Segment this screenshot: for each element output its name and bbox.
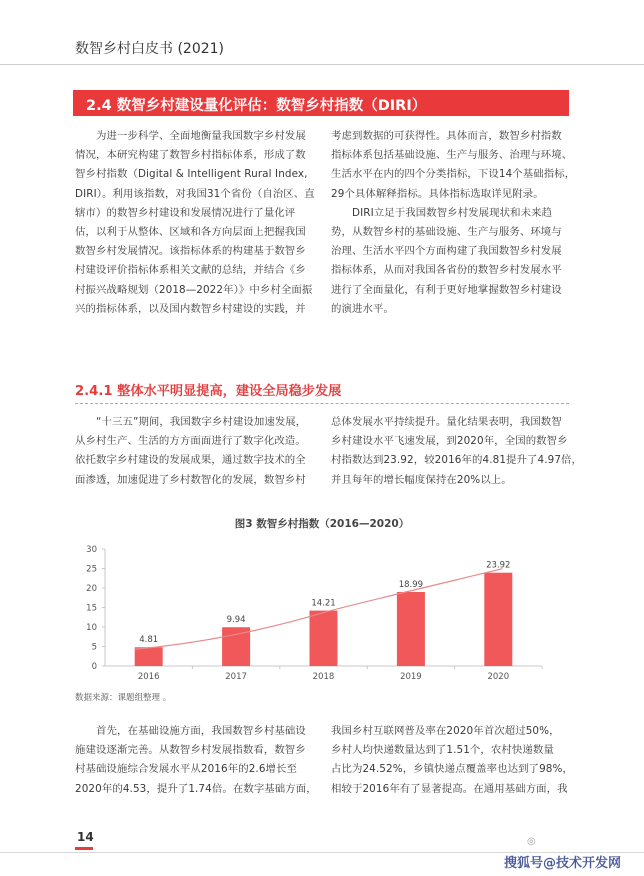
text-line: 首先，在基础设施方面，我国数智乡村基础设: [96, 725, 306, 737]
bar-value-label: 4.81: [139, 635, 159, 646]
text-line: 我国乡村互联网普及率在2020年首次超过50%，: [331, 725, 560, 737]
x-tick-label: 2020: [487, 672, 510, 682]
text-line: 情况，本研究构建了数智乡村指标体系，形成了数: [75, 149, 306, 162]
text-line: 指标体系，从而对我国各省份的数智乡村发展水平: [331, 264, 562, 277]
body-paragraph-left: [75, 413, 306, 490]
y-tick-label: 20: [86, 584, 97, 594]
text-line: DIRI）。利用该指数，对我国31个省份（自治区、直: [75, 187, 315, 200]
body-paragraph-right: [331, 413, 582, 490]
text-line: 估，以利于从整体、区域和各方向层面上把握我国: [75, 226, 306, 239]
text-line: 智乡村指数（Digital & Intelligent Rural Index,: [75, 168, 308, 181]
subsection-title: 2.4.1 整体水平明显提高，建设全局稳步发展: [75, 384, 342, 399]
page-number: 14: [77, 830, 94, 844]
text-line: 总体发展水平持续提升。量化结果表明，我国数智: [331, 416, 562, 428]
text-line: 村振兴战略规划（2018—2022年）》中乡村全面振: [75, 283, 313, 296]
y-tick-label: 0: [91, 662, 97, 672]
text-line: 从乡村生产、生活的方方面面进行了数字化改造。: [75, 435, 306, 448]
text-line: 29个具体解释指标。具体指标选取详见附录。: [331, 187, 544, 200]
watermark-text: 搜狐号@技术开发网: [504, 856, 622, 871]
bottom-paragraph-right: [331, 722, 573, 799]
text-line: 乡村人均快递数量达到了1.51个，农村快递数量: [331, 744, 554, 757]
text-line: 考虑到数据的可获得性。具体而言，数智乡村指数: [331, 130, 562, 142]
bottom-paragraph-left: [75, 722, 317, 799]
text-line: 依托数字乡村建设的发展成果，通过数字技术的全: [75, 454, 306, 467]
chart-bar: [310, 611, 338, 666]
text-line: 为进一步科学、全面地衡量我国数字乡村发展: [96, 130, 306, 142]
text-line: 并且每年的增长幅度保持在20%以上。: [331, 473, 512, 486]
text-line: 势，从数智乡村的基础设施、生产与服务、环境与: [331, 226, 562, 239]
y-tick-label: 5: [91, 642, 97, 653]
intro-paragraph-left: [75, 127, 315, 319]
index-bar-chart: [70, 535, 570, 687]
bar-value-label: 23.92: [486, 560, 511, 571]
figure-source: 数据来源：课题组整理 。: [75, 693, 172, 703]
text-line: 兴的指标体系，以及国内数智乡村建设的实践，并: [75, 302, 306, 315]
text-line: 面渗透，加速促进了乡村数智化的发展，数智乡村: [75, 473, 306, 486]
bar-value-label: 14.21: [311, 598, 336, 609]
section-title: 2.4 数智乡村建设量化评估：数智乡村指数（DIRI）: [86, 98, 427, 114]
x-tick-label: 2019: [400, 672, 422, 682]
y-tick-label: 15: [86, 603, 97, 614]
text-line: 数智乡村发展情况。该指标体系的构建基于数智乡: [75, 245, 306, 258]
subsection-divider: [75, 403, 569, 404]
header-divider: [0, 64, 644, 65]
chart-bar: [135, 647, 163, 666]
text-line: DIRI立足于我国数智乡村发展现状和未来趋: [352, 206, 553, 219]
text-line: 乡村建设水平飞速发展，到2020年，全国的数智乡: [331, 435, 568, 448]
text-line: 2020年的4.53，提升了1.74倍。在数字基础方面，: [75, 782, 317, 795]
text-line: 村建设评价指标体系相关文献的总结，并结合《乡: [75, 264, 306, 277]
text-line: 指标体系包括基础设施、生产与服务、治理与环境、: [331, 149, 573, 162]
x-tick-label: 2016: [137, 672, 160, 682]
text-line: 村基础设施综合发展水平从2016年的2.6增长至: [75, 763, 298, 776]
text-line: 占比为24.52%，乡镇快递点覆盖率也达到了98%，: [331, 763, 573, 776]
x-tick-label: 2018: [312, 672, 335, 682]
text-line: 的演进水平。: [331, 302, 394, 315]
intro-paragraph-right: [331, 127, 575, 319]
chart-bar: [397, 592, 425, 666]
text-line: 相较于2016年有了显著提高。在通用基础方面，我: [331, 782, 568, 795]
text-line: 治理、生活水平四个方面构建了我国数智乡村发展: [331, 245, 562, 258]
bar-value-label: 9.94: [226, 615, 246, 626]
text-line: 生活水平在内的四个分类指标，下设14个基础指标，: [331, 168, 576, 181]
bar-value-label: 18.99: [398, 579, 424, 590]
text-line: “十三五”期间，我国数字乡村建设加速发展，: [96, 416, 307, 428]
page-number-accent: [75, 847, 93, 850]
text-line: 村指数达到23.92，较2016年的4.81提升了4.97倍，: [331, 454, 583, 467]
watermark-logo-icon: ◎: [527, 836, 536, 847]
chart-bar: [484, 573, 512, 666]
text-line: 施建设逐渐完善。从数智乡村发展指数看，数智乡: [75, 744, 306, 757]
text-line: 进行了全面量化，有利于更好地掌握数智乡村建设: [331, 283, 562, 296]
text-line: 辖市）的数智乡村建设和发展情况进行了量化评: [75, 206, 296, 219]
x-tick-label: 2017: [225, 672, 247, 682]
y-tick-label: 25: [86, 564, 97, 575]
y-tick-label: 30: [86, 545, 97, 555]
document-header-title: 数智乡村白皮书 (2021): [75, 41, 225, 57]
y-tick-label: 10: [86, 623, 97, 633]
figure-title: 图3 数智乡村指数（2016—2020）: [234, 518, 410, 530]
